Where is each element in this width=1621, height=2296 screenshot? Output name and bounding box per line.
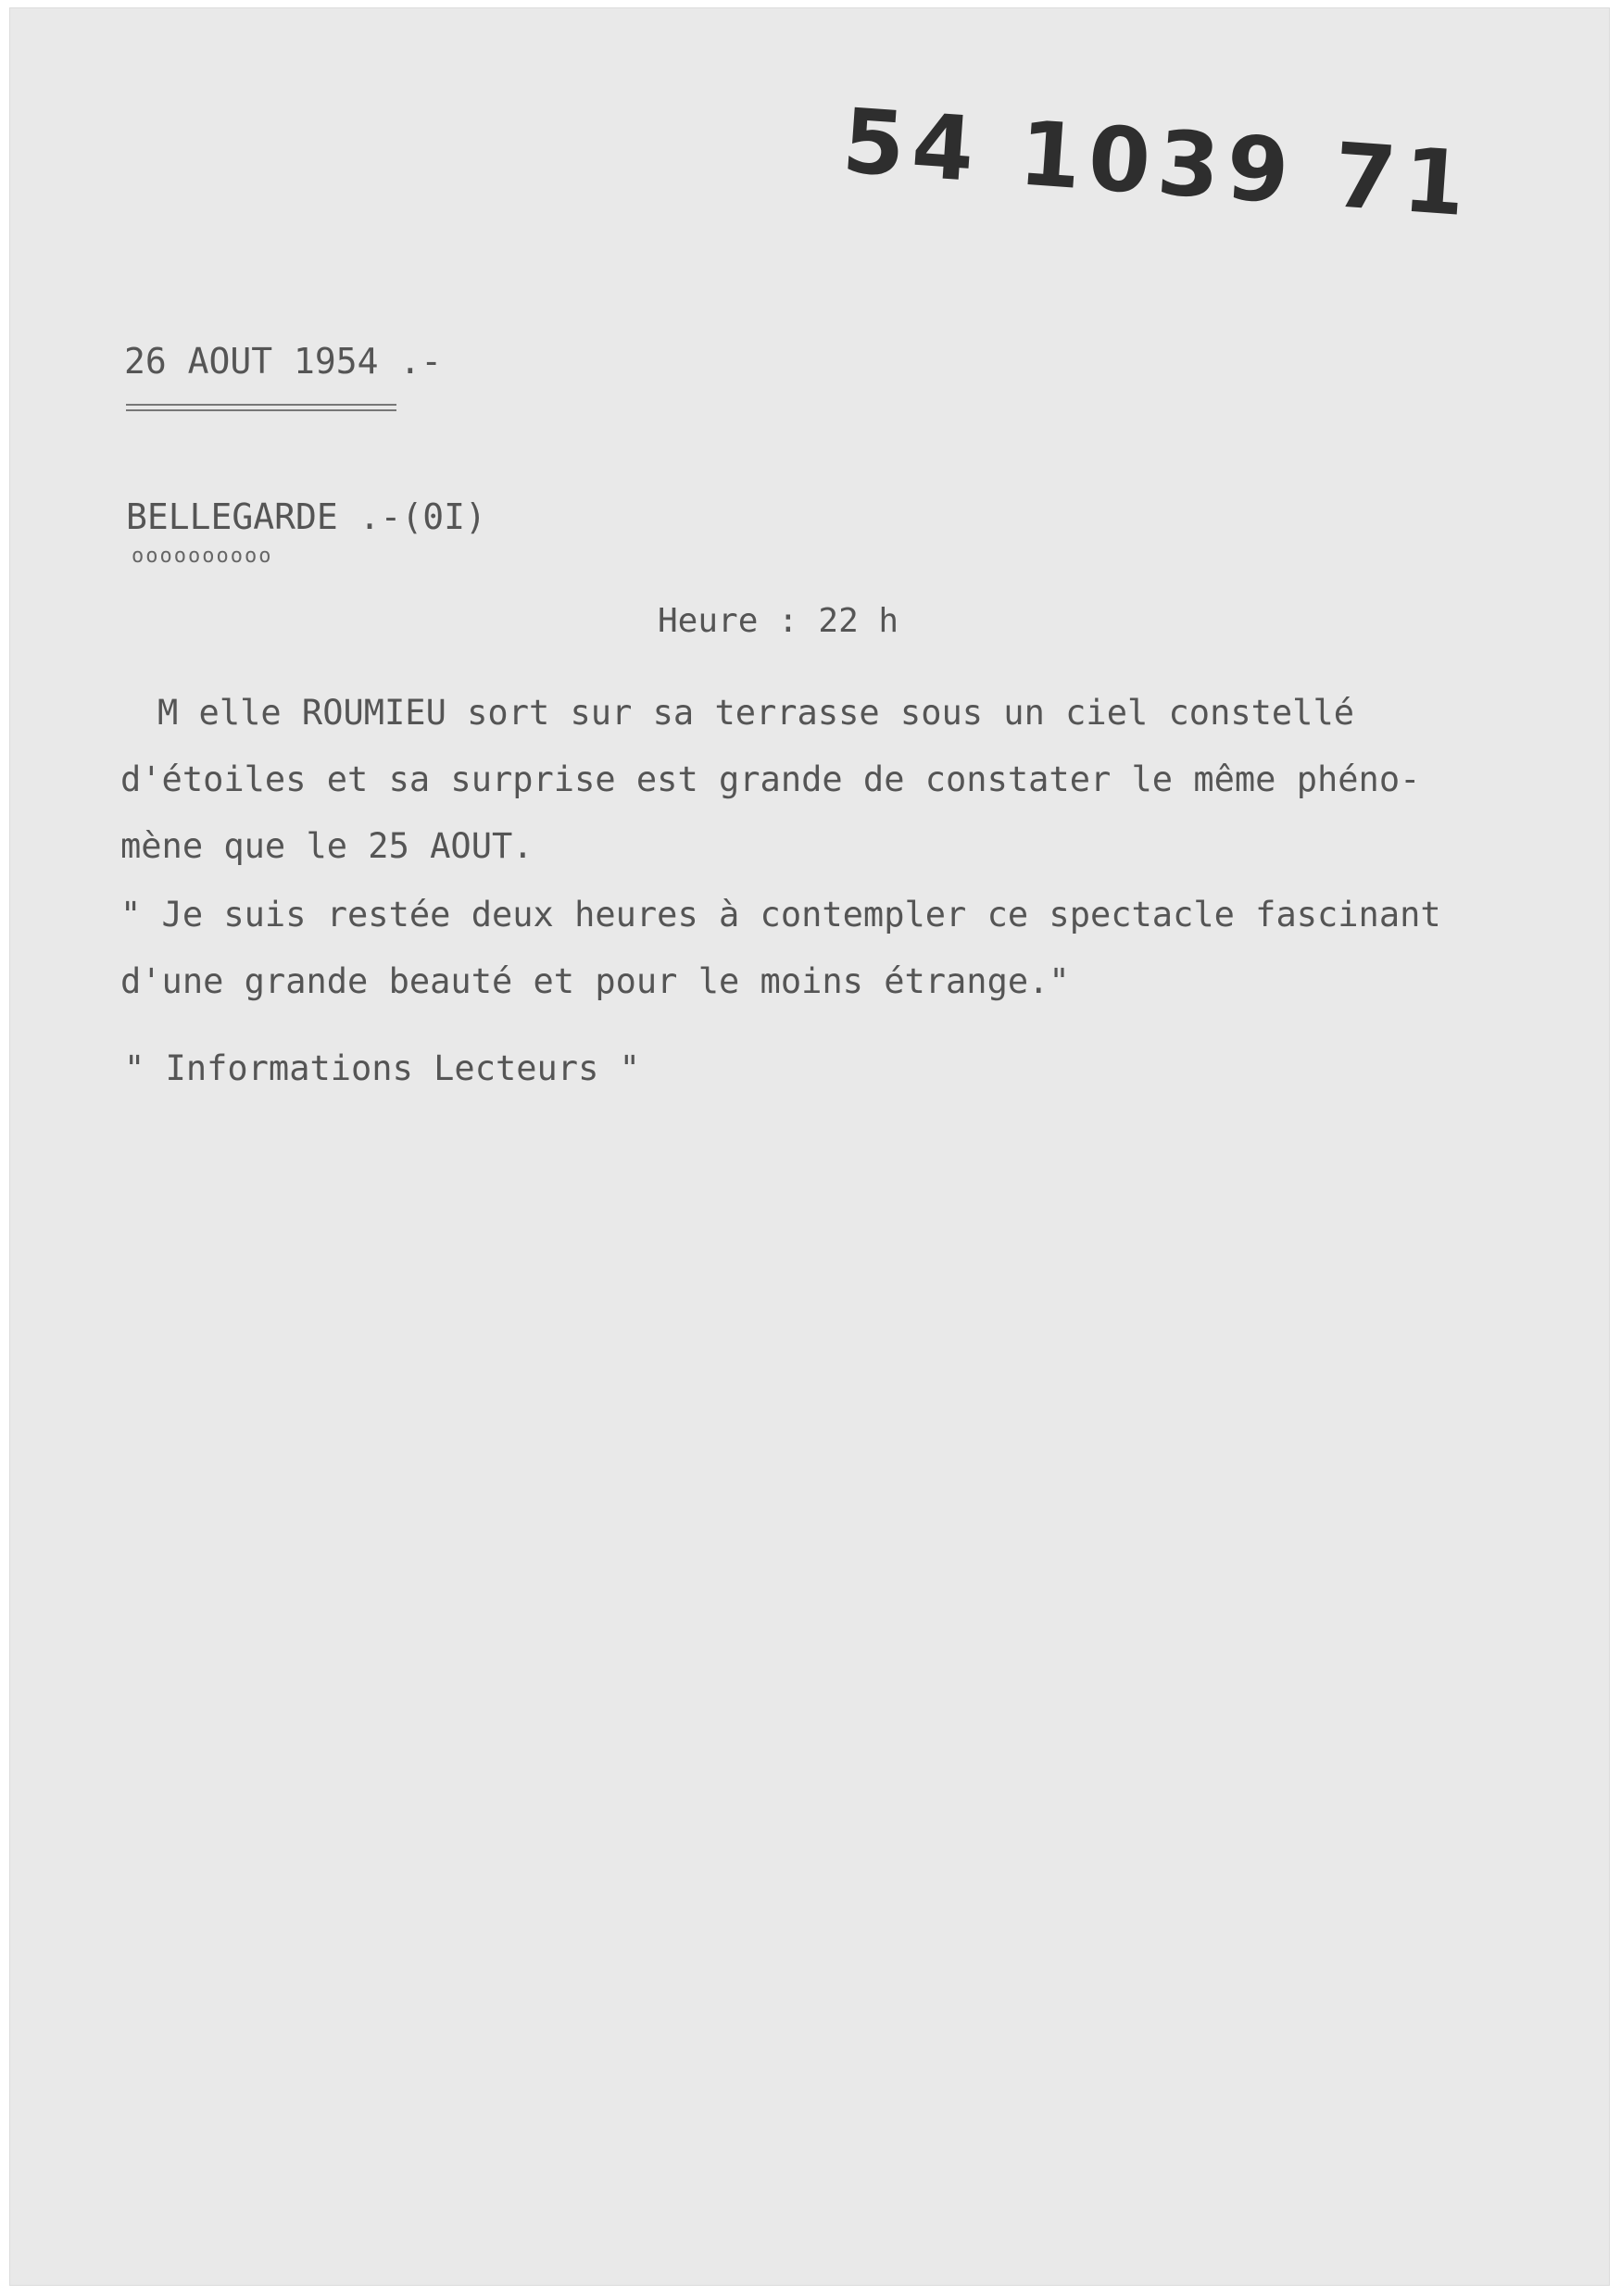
report-location: BELLEGARDE .-(0I) — [126, 496, 486, 537]
report-date: 26 AOUT 1954 .- — [124, 341, 443, 382]
body-line: mène que le 25 AOUT. — [120, 826, 534, 866]
report-time: Heure : 22 h — [658, 602, 899, 640]
date-underline — [126, 404, 396, 406]
body-line: d'une grande beauté et pour le moins étrange." — [120, 961, 1070, 1001]
document-page — [9, 7, 1610, 2286]
body-line: " Je suis restée deux heures à contempler ce spectacle fascinant — [120, 895, 1441, 935]
report-source: " Informations Lecteurs " — [124, 1048, 640, 1088]
body-line: M elle ROUMIEU sort sur sa terrasse sous un ciel constellé — [157, 693, 1355, 733]
body-line: d'étoiles et sa surprise est grande de constater le même phéno- — [120, 759, 1421, 799]
location-underline: oooooooooo — [132, 545, 273, 568]
archive-number-stamp: 54 1039 71 — [839, 89, 1476, 237]
date-underline-second — [126, 409, 396, 411]
